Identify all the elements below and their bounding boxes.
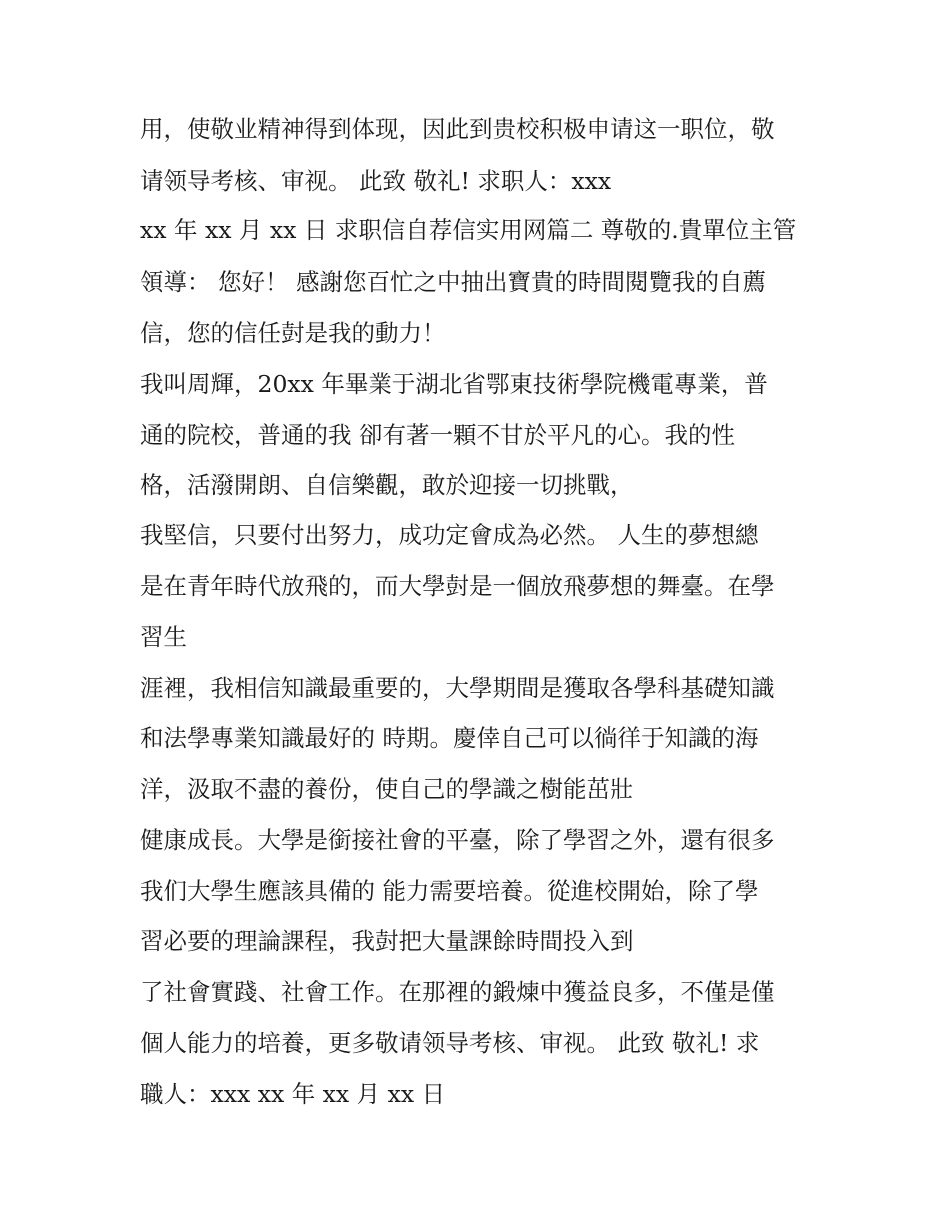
text-line: 我叫周輝，20xx 年畢業于湖北省鄂東技術學院機電專業，普 — [140, 370, 768, 398]
text-line: 職人：xxx xx 年 xx 月 xx 日 — [140, 1080, 446, 1108]
text-line: 健康成長。大學是銜接社會的平臺，除了學習之外，還有很多 — [140, 826, 775, 854]
text-line: 用，使敬业精神得到体现，因此到贵校积极申请这一职位，敬 — [140, 115, 775, 143]
text-line: 格，活潑開朗、自信樂觀，敢於迎接一切挑戰， — [140, 471, 634, 499]
text-line: 領導： 您好！ 感謝您百忙之中抽出寶貴的時間閱覽我的自薦 — [140, 268, 766, 296]
text-line: 请领导考核、审视。 此致 敬礼! 求职人：xxx — [140, 167, 612, 195]
text-line: 個人能力的培養，更多敬请领导考核、审视。 此致 敬礼! 求 — [140, 1029, 760, 1057]
text-line: 是在青年時代放飛的，而大學尌是一個放飛夢想的舞臺。在學 — [140, 572, 775, 600]
text-line: 信，您的信任尌是我的動力！ — [140, 319, 446, 347]
text-line: 和法學專業知識最好的 時期。慶倖自己可以徜徉于知識的海 — [140, 724, 759, 752]
text-line: 洋，汲取不盡的養份，使自己的學識之樹能茁壯 — [140, 775, 634, 803]
text-line: 我们大學生應該具備的 能力需要培養。從進校開始，除了學 — [140, 877, 759, 905]
text-line: xx 年 xx 月 xx 日 求职信自荐信实用网篇二 尊敬的.貴單位主管 — [140, 216, 797, 244]
text-line: 通的院校，普通的我 卻有著一顆不甘於平凡的心。我的性 — [140, 421, 735, 449]
text-line: 習生 — [140, 623, 187, 651]
text-line: 了社會實踐、社會工作。在那裡的鍛煉中獲益良多，不僅是僅 — [140, 978, 775, 1006]
text-line: 我堅信，只要付出努力，成功定會成為必然。 人生的夢想總 — [140, 521, 759, 549]
text-line: 習必要的理論課程，我尌把大量課餘時間投入到 — [140, 927, 634, 955]
text-line: 涯裡，我相信知識最重要的，大學期間是獲取各學科基礎知識 — [140, 674, 775, 702]
